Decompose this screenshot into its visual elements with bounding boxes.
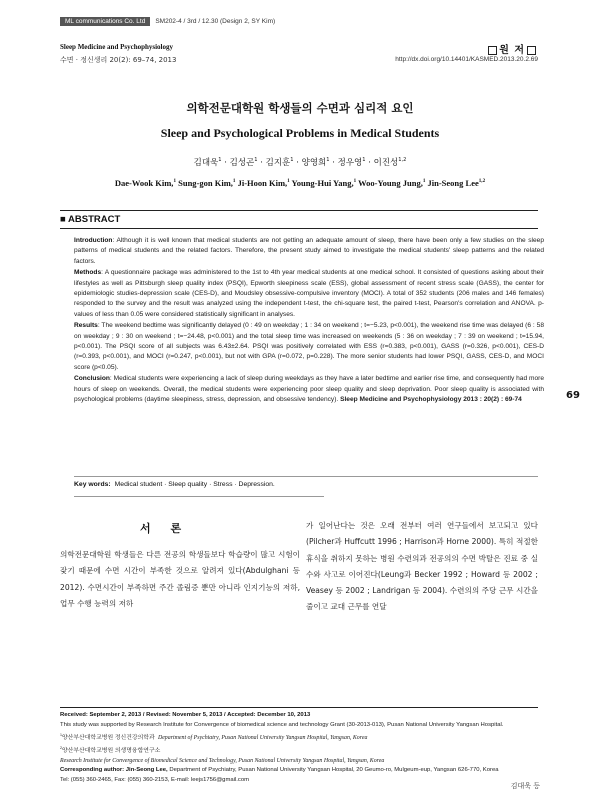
abstract-introduction: Introduction: Although it is well known that medical students are not getting an adequate amount of sleep, there have been only a few studies on the sleep patterns of medical students and the related factors. Therefore, the present study aimed to investigate the medical students' sleep patterns and the related factors. (74, 237, 544, 265)
author-name: Woo-Young Jung,$^1$ (358, 178, 426, 188)
affiliation-1: $^1$양산부산대학교병원 정신건강의학과 Department of Psychiatry, Pusan National University Yangsan Hospital, Yangsan, Korea (60, 732, 368, 741)
publisher-label: ML communications Co. Ltd (60, 17, 150, 26)
author-name: 정우영$^1$ (337, 157, 366, 168)
footnotes (60, 711, 540, 786)
article-type (486, 41, 538, 56)
abstract-conclusion: Conclusion: Medical students were experiencing a lack of sleep during weekdays as they have a later bedtime and earlier rise time, and consequently had more hours of sleep on weekends. Overall, the medical students were experiencing poor sleep quality and sleep deprivation. Poor sleep quality is associated with psychological problems (daytime sleepiness, stress, depression, and obsessive tendency). Sleep Medicine and Psychophysiology 2013 : 20(2) : 69-74 (74, 375, 544, 404)
author-name: 이진성$^{1,2}$ (373, 157, 407, 168)
keywords-list: Medical student · Sleep quality · Stress · Depression. (114, 481, 275, 488)
square-icon (527, 46, 536, 55)
abstract-heading: ■ ABSTRACT (60, 214, 121, 225)
divider (74, 496, 324, 497)
doi-link[interactable]: http://dx.doi.org/10.14401/KASMED.2013.20.2.69 (395, 56, 538, 63)
keywords (74, 481, 275, 488)
funding-note: This study was supported by Research Institute for Convergence of biomedical science and technology Grant (30-2013-013), Pusan National University Yangsan Hospital. (60, 721, 504, 728)
divider (60, 228, 538, 229)
title-english: Sleep and Psychological Problems in Medical Students (160, 126, 440, 140)
abstract-citation: Sleep Medicine and Psychophysiology 2013 : 20(2) : 69-74 (338, 396, 522, 404)
intro-left-column: 의학전문대학원 학생들은 다른 전공의 학생들보다 학습량이 많고 시험이 잦기 때문에 수면 시간이 부족한 것으로 알려져 있다(Abdulghani 등 2012). 수면시간이 부족하면 주간 졸림증 뿐만 아니라 인지기능의 저하, 업무 수행 능력의 저하 (60, 550, 300, 608)
abstract-methods: Methods: A questionnaire package was administered to the 1st to 4th year medical students at one medical school. It consisted of questions asking about their lifestyles as well as Pittsburgh sleep quality index (PSQI), Epworth sleepiness scale (ESS), global assessment of recent stress scale (GASS), the center for epidemiologic studies-depression scale (CES-D), and Moudsley obsessive-compulsive inventory (MOCI). A total of 352 students (206 males and 146 females) responded to the survey and the result was analyzed using the independent t-test, the chi-square test, the paired t-test, Pearson's correlation and ANOVA. p-values of less than 0.05 were considered statistically significant in analyses. (74, 269, 544, 318)
article-type-label: 원 저 (499, 45, 525, 56)
received-dates: Received: September 2, 2013 / Revised: November 5, 2013 / Accepted: December 10, 2013 (60, 712, 311, 718)
journal-citation: 수면 · 정신생리 20(2): 69–74, 2013 (60, 56, 177, 64)
affiliation-2-english: Research Institute for Convergence of Biomedical Science and Technology, Pusan National University Yangsan Hospital, Yangsan, Korea (60, 757, 385, 764)
author-name: Sung-gon Kim,$^1$ (178, 178, 236, 188)
running-footer: 김대욱 등 (510, 782, 540, 790)
print-stamp: SM202-4 / 3rd / 12.30 (Design 2, SY Kim) (155, 18, 276, 25)
print-stamp-bar (60, 16, 275, 27)
abstract-body (74, 236, 544, 407)
divider (74, 476, 538, 477)
divider (60, 210, 538, 211)
author-name: 김대욱$^1$ (193, 157, 222, 168)
abstract-results: Results: The weekend bedtime was significantly delayed (0 : 49 on weekday ; 1 : 34 on weekend ; t=−5.23, p<0.001), the weekend rise time was delayed (6 : 58 on weekday ; 9 : 30 on weekend ; t=−24.48, p<0.001) and the total sleep time was increased on weekends (5 : 36 on weekday ; 7 : 39 on weekend ; t=15.94, p<0.001). The PSQI score of all subjects was 6.43±2.64. PSQI was positively correlated with ESS (r=0.383, p<0.001), GASS (r=0.326, p<0.001), CES-D (r=0.393, p<0.001), and MOCI (r=0.247, p<0.001), but not with GPA (r=0.072, p=0.228). The more senior students had lower PSQI, GASS, CES-D, and MOCI score (p<0.05). (74, 322, 544, 371)
author-name: Young-Hui Yang,$^1$ (291, 178, 357, 188)
affiliation-2: $^2$양산부산대학교병원 의생명융합연구소 (60, 745, 161, 754)
author-name: 김지훈$^1$ (265, 157, 294, 168)
contact-info: Tel: (055) 360-2465, Fax: (055) 360-2153, E-mail: leejs1756@gmail.com (60, 777, 250, 784)
journal-name: Sleep Medicine and Psychophysiology (60, 43, 173, 51)
intro-right-column: 가 일어난다는 것은 오래 전부터 여러 연구들에서 보고되고 있다(Pilcher과 Huffcutt 1996 ; Harrison과 Horne 2000). 특히 적절한 휴식을 취하지 못하는 병원 수련의과 전공의의 수면 박탈은 진료 중 실수와 사고로 이어진다(Leung과 Becker 1992 ; Howard 등 2002 ; Veasey 등 2002 ; Landrigan 등 2004). 수련의의 주당 근무 시간을 줄이고 교대 근무를 연달 (306, 521, 538, 612)
divider (60, 707, 538, 708)
authors-korean: 김대욱$^1$ · 김성곤$^1$ · 김지훈$^1$ · 양영희$^1$ · 정우영$^1$ · 이진성$^{1,2}$ (193, 157, 407, 168)
keywords-label: Key words: (74, 481, 111, 488)
author-name: Dae-Wook Kim,$^1$ (114, 178, 176, 188)
author-name: 김성곤$^1$ (229, 157, 258, 168)
page-number: 69 (566, 390, 580, 401)
authors-english (0, 178, 600, 188)
author-name: Ji-Hoon Kim,$^1$ (237, 178, 290, 188)
title-korean: 의학전문대학원 학생들의 수면과 심리적 요인 (186, 101, 414, 115)
author-name: 양영희$^1$ (301, 157, 330, 168)
square-icon (488, 46, 497, 55)
corresponding-author: Corresponding author: Jin-Seong Lee, Department of Psychiatry, Pusan National University Yangsan Hospital, 20 Geumo-ro, Mulgeum-eup, Yangsan 626-770, Korea (60, 767, 499, 774)
author-name: Jin-Seong Lee$^{1,2}$ (427, 178, 486, 188)
section-heading-intro: 서 론 (140, 522, 190, 535)
